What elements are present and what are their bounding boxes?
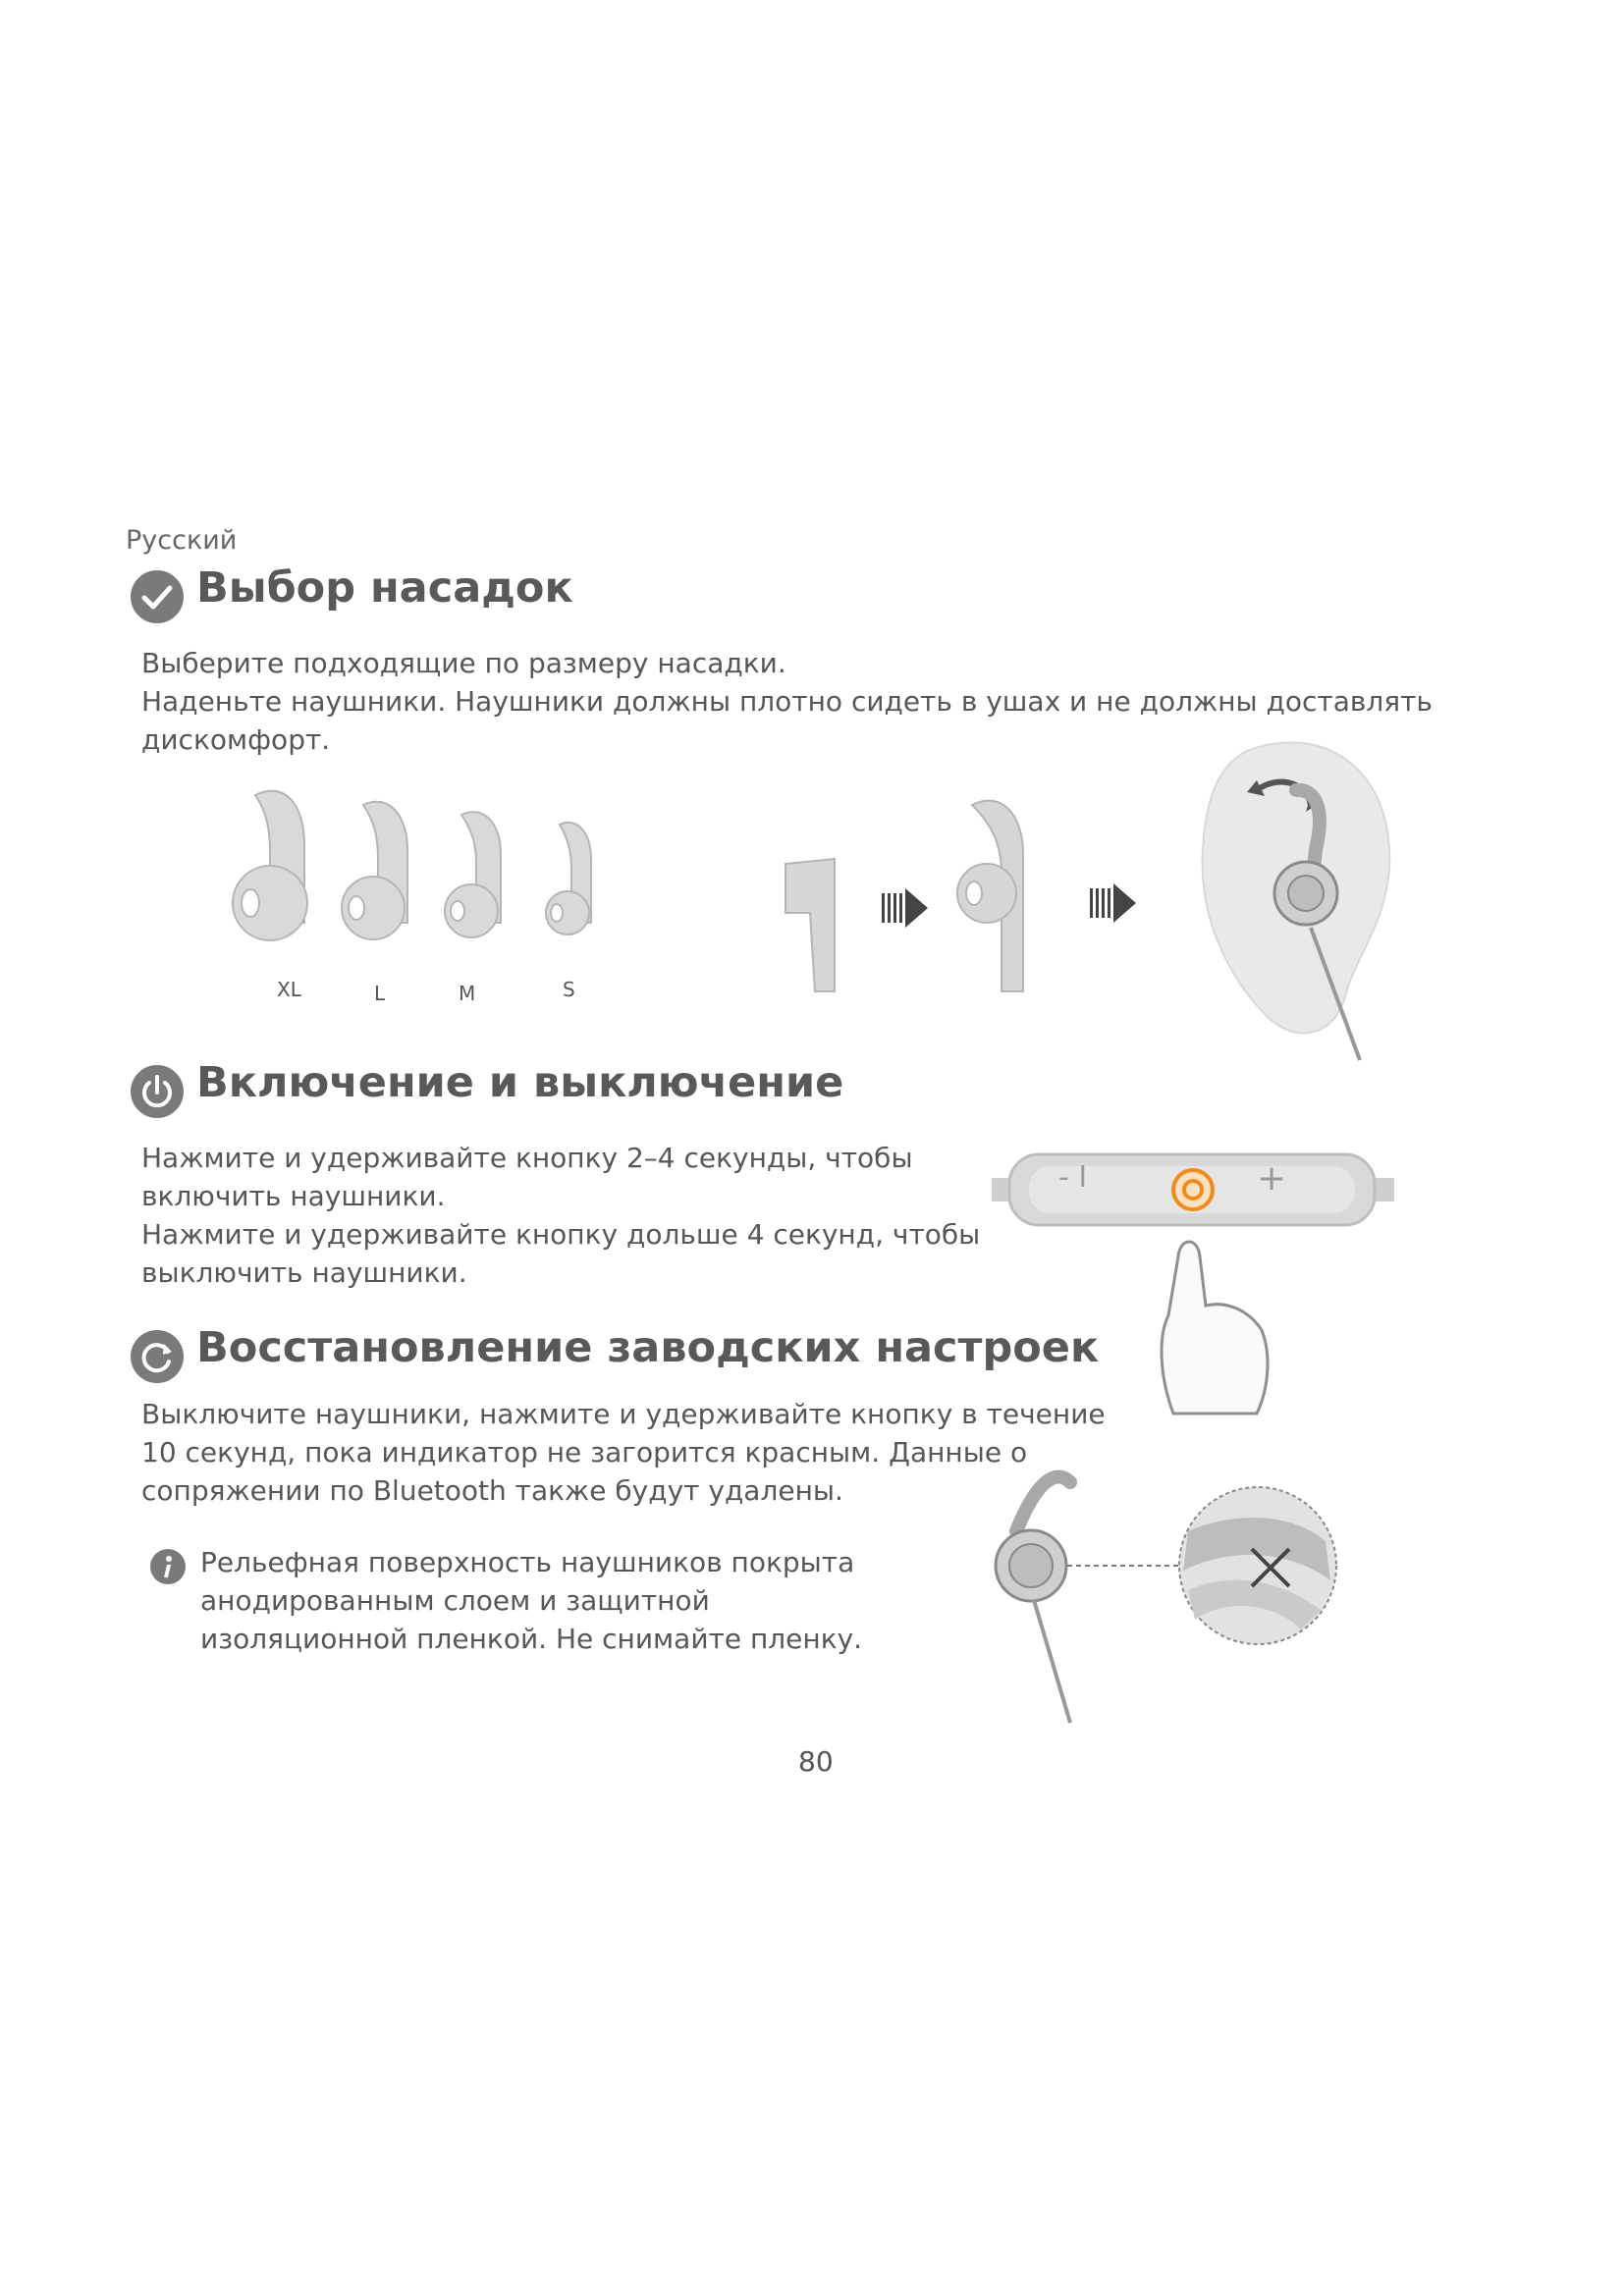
section-text-reset-2: 10 секунд, пока индикатор не загорится красным. Данные о: [141, 1436, 1028, 1468]
section-title-eartips: Выбор насадок: [196, 563, 573, 613]
remote-plus-label: +: [1257, 1158, 1287, 1199]
note-text-2: анодированным слоем и защитной: [200, 1584, 710, 1617]
reset-icon: [131, 1330, 184, 1383]
size-label-s: S: [563, 978, 575, 1001]
ear-wearing-illustration: [1188, 731, 1394, 1065]
section-title-reset: Восстановление заводских настроек: [196, 1323, 1100, 1372]
size-label-xl: XL: [277, 978, 301, 1001]
info-icon: [150, 1549, 186, 1584]
section-text-reset-3: сопряжении по Bluetooth также будут удалены.: [141, 1474, 843, 1507]
section-title-power: Включение и выключение: [196, 1058, 844, 1107]
power-icon: [131, 1065, 184, 1118]
remote-minus-label: - I: [1058, 1160, 1088, 1195]
note-text-3: изоляционной пленкой. Не снимайте пленку.: [200, 1623, 863, 1655]
section-text-power-4: выключить наушники.: [141, 1256, 467, 1289]
size-label-l: L: [374, 982, 386, 1005]
page-number: 80: [798, 1745, 834, 1778]
protective-film-illustration: [977, 1472, 1340, 1728]
section-text-power-1: Нажмите и удерживайте кнопку 2–4 секунды, чтобы: [141, 1142, 913, 1174]
size-label-m: M: [459, 982, 476, 1005]
language-label: Русский: [126, 525, 238, 556]
remote-press-illustration: [992, 1139, 1394, 1423]
eartip-sizes-illustration: [226, 775, 638, 972]
section-text-reset-1: Выключите наушники, нажмите и удерживайте кнопку в течение: [141, 1398, 1106, 1430]
section-text-power-2: включить наушники.: [141, 1180, 446, 1212]
check-circle-icon: [131, 570, 184, 623]
section-text-eartips-2: Наденьте наушники. Наушники должны плотно сидеть в ушах и не должны доставлять дискомфорт.: [141, 685, 1433, 756]
section-text-eartips-1: Выберите подходящие по размеру насадки.: [141, 647, 786, 679]
note-text-1: Рельефная поверхность наушников покрыта: [200, 1546, 855, 1578]
section-text-power-3: Нажмите и удерживайте кнопку дольше 4 секунд, чтобы: [141, 1218, 981, 1251]
eartip-attach-illustration: [766, 785, 1178, 1001]
